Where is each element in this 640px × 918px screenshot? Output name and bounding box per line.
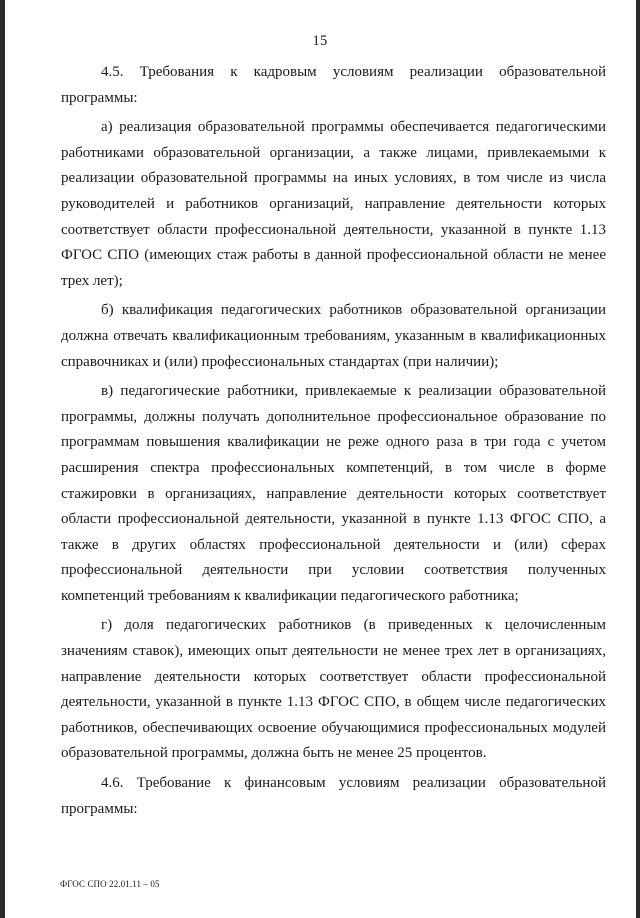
paragraph-v: в) педагогические работники, привлекаемые к реализации образовательной программы, должны получать дополнительное профессиональное образование по программам повышения квалификации не реже одного раза в три года с учетом расширения спектра профессиональных компетенций, в том числе в форме стажировки в организациях, направление деятельности которых соответствует области профессиональной деятельности, указанной в пункте 1.13 ФГОС СПО, а также в других областях профессиональной деятельности и (или) сферах профессиональной деятельности при условии соответствия полученных компетенций требованиям к квалификации педагогического работника; [61, 383, 606, 604]
paragraph-g: г) доля педагогических работников (в приведенных к целочисленным значениям ставок), имеющих опыт деятельности не менее трех лет в организациях, направление деятельности которых соответствует области профессиональной деятельности, указанной в пункте 1.13 ФГОС СПО, в общем числе педагогических работников, обеспечивающих освоение обучающимися профессиональных модулей образовательной программы, должна быть не менее 25 процентов. [61, 617, 606, 762]
document-body [61, 60, 606, 826]
page-number: 15 [312, 33, 328, 49]
section-heading-4-5: 4.5. Требования к кадровым условиям реализации образовательной программы: [61, 64, 606, 106]
scan-edge-left [0, 0, 5, 918]
section-heading-4-6: 4.6. Требование к финансовым условиям реализации образовательной программы: [61, 775, 606, 817]
document-footer-code: ФГОС СПО 22.01.11 – 05 [60, 879, 160, 889]
paragraph-a: а) реализация образовательной программы обеспечивается педагогическими работниками образовательной организации, а также лицами, привлекаемыми к реализации образовательной программы на иных условиях, в том числе из числа руководителей и работников организаций, направление деятельности которых соответствует области профессиональной деятельности, указанной в пункте 1.13 ФГОС СПО (имеющих стаж работы в данной профессиональной области не менее трех лет); [61, 119, 606, 289]
paragraph-b: б) квалификация педагогических работников образовательной организации должна отвечать квалификационным требованиям, указанным в квалификационных справочниках и (или) профессиональных стандартах (при наличии); [61, 302, 606, 370]
scan-edge-right [636, 0, 640, 918]
